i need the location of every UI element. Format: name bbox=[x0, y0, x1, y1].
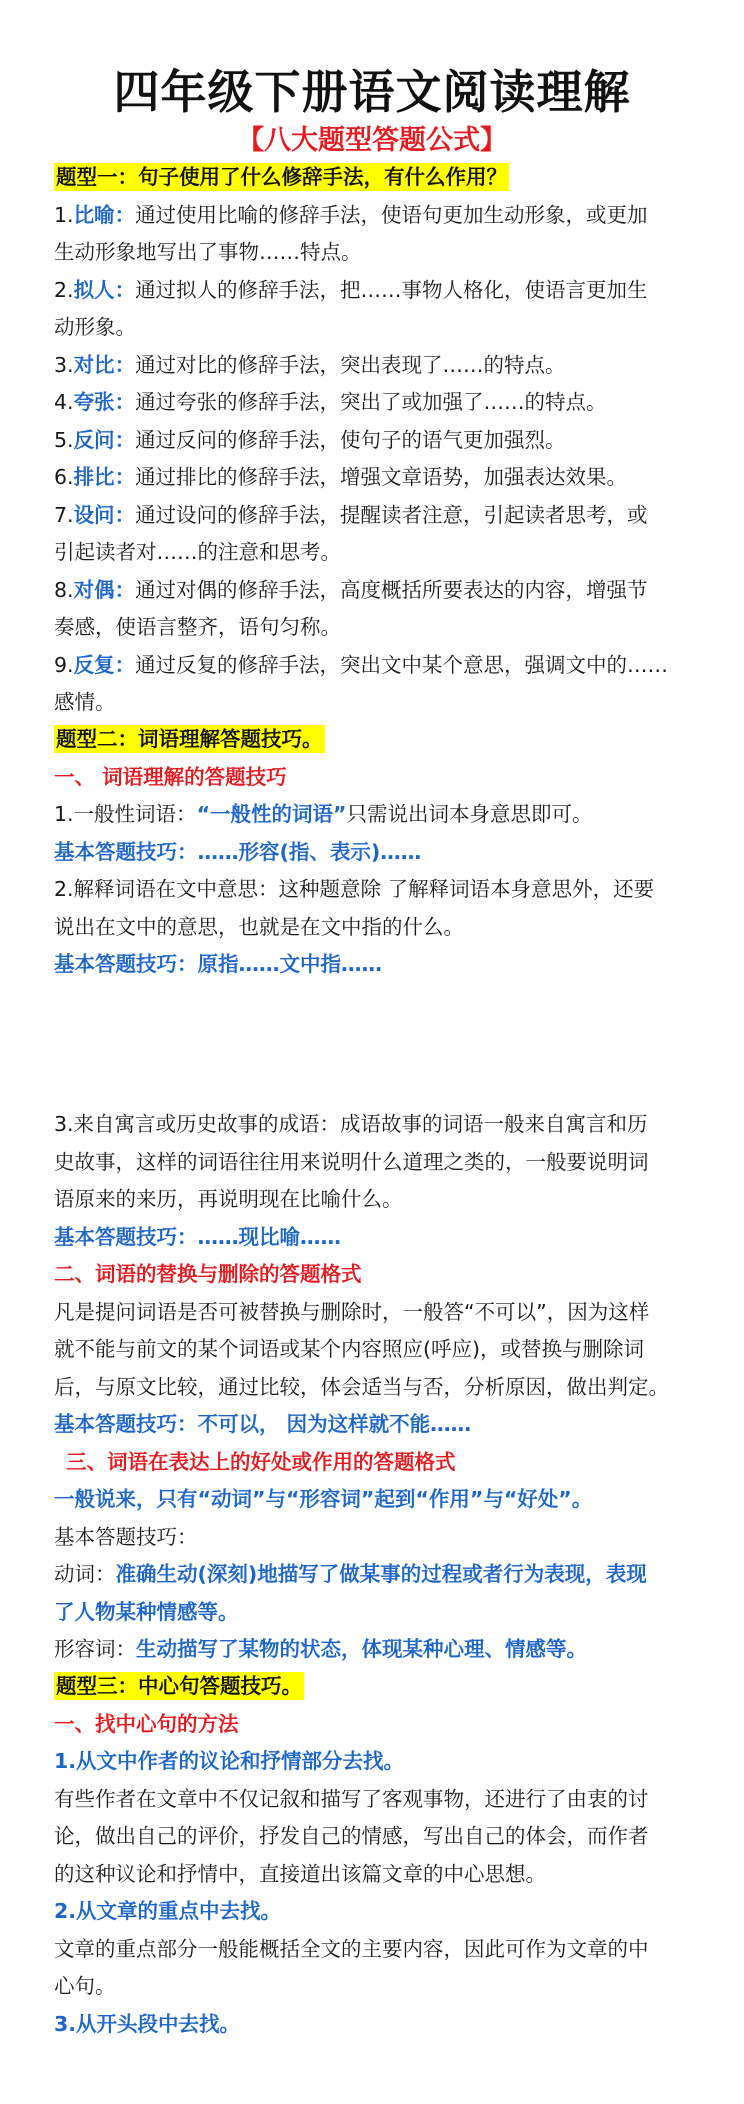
section-2-sub3: 三、词语在表达上的好处或作用的答题格式 bbox=[66, 1449, 456, 1474]
rhetoric-item: 5.反问：通过反问的修辞手法，使句子的语气更加强烈。 bbox=[54, 427, 566, 452]
paragraph-4-line-3: 后，与原文比较，通过比较，体会适当与否，分析原因，做出判定。 bbox=[54, 1374, 669, 1399]
verb-tip-line-2: 了人物某种情感等。 bbox=[54, 1599, 239, 1624]
rhetoric-item: 2.拟人：通过拟人的修辞手法，把……事物人格化，使语言更加生 bbox=[54, 277, 648, 302]
method-1-line-1: 有些作者在文章中不仅记叙和描写了客观事物，还进行了由衷的讨 bbox=[54, 1786, 649, 1811]
rhetoric-keyword: 拟人 bbox=[73, 277, 115, 302]
method-2-line-2: 心句。 bbox=[54, 1974, 116, 1998]
rhetoric-list bbox=[54, 197, 710, 722]
paragraph-5: 一般说来，只有“动词”与“形容词”起到“作用”与“好处”。 bbox=[54, 1487, 593, 1511]
rhetoric-keyword: 反复 bbox=[73, 652, 115, 677]
paragraph-4-line-2: 就不能与前文的某个词语或某个内容照应(呼应)，或替换与删除词 bbox=[54, 1337, 644, 1361]
rhetoric-item-continuation: 感情。 bbox=[54, 690, 116, 714]
section-1-heading: 题型一：句子使用了什么修辞手法，有什么作用？ bbox=[56, 165, 507, 189]
tip-1: 基本答题技巧：……形容(指、表示)…… bbox=[54, 839, 422, 864]
rhetoric-keyword: 排比 bbox=[73, 465, 115, 489]
method-2-title: 2.从文章的重点中去找。 bbox=[54, 1899, 282, 1923]
method-3-title: 3.从开头段中去找。 bbox=[54, 2011, 241, 2036]
section-1-heading-line bbox=[54, 159, 710, 197]
verb-tip-line-1: 动词：准确生动(深刻)地描写了做某事的过程或者行为表现，表现 bbox=[54, 1562, 647, 1586]
rhetoric-keyword: 设问 bbox=[73, 502, 115, 527]
page-title: 四年级下册语文阅读理解 bbox=[113, 65, 631, 119]
rhetoric-item: 9.反复：通过反复的修辞手法，突出文中某个意思，强调文中的…… bbox=[54, 652, 669, 677]
rhetoric-keyword: 反问 bbox=[73, 427, 115, 452]
rhetoric-item: 4.夸张：通过夸张的修辞手法，突出了或加强了……的特点。 bbox=[54, 390, 607, 414]
rhetoric-item: 3.对比：通过对比的修辞手法，突出表现了……的特点。 bbox=[54, 352, 566, 377]
method-1-title: 1.从文中作者的议论和抒情部分去找。 bbox=[54, 1749, 405, 1773]
method-2-line-1: 文章的重点部分一般能概括全文的主要内容，因此可作为文章的中 bbox=[54, 1936, 649, 1961]
rhetoric-item: 1.比喻：通过使用比喻的修辞手法，使语句更加生动形象，或更加 bbox=[54, 202, 648, 227]
paragraph-2-line-1: 2.解释词语在文中意思：这种题意除 了解释词语本身意思外，还要 bbox=[54, 877, 655, 901]
method-1-line-3: 的这种议论和抒情中，直接道出该篇文章的中心思想。 bbox=[54, 1861, 546, 1886]
rhetoric-item-continuation: 动形象。 bbox=[54, 315, 136, 339]
section-3-sub1: 一、找中心句的方法 bbox=[54, 1711, 239, 1736]
section-2 bbox=[54, 721, 710, 984]
tip-4: 基本答题技巧：不可以， 因为这样就不能…… bbox=[54, 1412, 472, 1436]
paragraph-2-line-2: 说出在文中的意思，也就是在文中指的什么。 bbox=[54, 914, 464, 939]
general-word-keyword: “一般性的词语” bbox=[196, 802, 347, 826]
tip-3: 基本答题技巧：……现比喻…… bbox=[54, 1224, 341, 1249]
section-1 bbox=[54, 159, 710, 722]
paragraph-3-line-3: 语原来的来历，再说明现在比喻什么。 bbox=[54, 1187, 403, 1211]
paragraph-6: 基本答题技巧： bbox=[54, 1524, 198, 1549]
tip-2: 基本答题技巧：原指……文中指…… bbox=[54, 952, 382, 976]
paragraph-3-line-1: 3.来自寓言或历史故事的成语：成语故事的词语一般来自寓言和历 bbox=[54, 1112, 648, 1136]
page-subtitle: 【八大题型答题公式】 bbox=[237, 125, 507, 156]
rhetoric-item: 6.排比：通过排比的修辞手法，增强文章语势，加强表达效果。 bbox=[54, 465, 628, 489]
rhetoric-item-continuation: 生动形象地写出了事物……特点。 bbox=[54, 240, 362, 264]
section-3-heading: 题型三：中心句答题技巧。 bbox=[56, 1674, 302, 1698]
rhetoric-keyword: 比喻 bbox=[73, 202, 115, 227]
adjective-tip-line: 形容词：生动描写了某物的状态，体现某种心理、情感等。 bbox=[54, 1637, 587, 1661]
rhetoric-keyword: 对偶 bbox=[73, 577, 115, 602]
rhetoric-keyword: 对比 bbox=[73, 352, 115, 377]
section-3 bbox=[54, 1668, 710, 2043]
section-2-sub1: 一、 词语理解的答题技巧 bbox=[54, 764, 287, 789]
rhetoric-keyword: 夸张 bbox=[73, 390, 115, 414]
rhetoric-item: 8.对偶：通过对偶的修辞手法，高度概括所要表达的内容，增强节 bbox=[54, 577, 648, 602]
method-1-line-2: 论，做出自己的评价，抒发自己的情感，写出自己的体会，而作者 bbox=[54, 1824, 649, 1848]
general-word-line: 1.一般性词语：“一般性的词语”只需说出词本身意思即可。 bbox=[54, 802, 593, 826]
paragraph-3-line-2: 史故事，这样的词语往往用来说明什么道理之类的，一般要说明词 bbox=[54, 1149, 649, 1174]
rhetoric-item-continuation: 引起读者对……的注意和思考。 bbox=[54, 540, 341, 564]
rhetoric-item: 7.设问：通过设问的修辞手法，提醒读者注意，引起读者思考，或 bbox=[54, 502, 648, 527]
rhetoric-item-continuation: 奏感，使语言整齐，语句匀称。 bbox=[54, 615, 341, 639]
section-2-sub2: 二、词语的替换与删除的答题格式 bbox=[54, 1262, 362, 1286]
section-2-heading: 题型二：词语理解答题技巧。 bbox=[56, 727, 323, 751]
section-2-continued bbox=[54, 1106, 710, 1669]
paragraph-4-line-1: 凡是提问词语是否可被替换与删除时，一般答“不可以”，因为这样 bbox=[54, 1299, 650, 1324]
